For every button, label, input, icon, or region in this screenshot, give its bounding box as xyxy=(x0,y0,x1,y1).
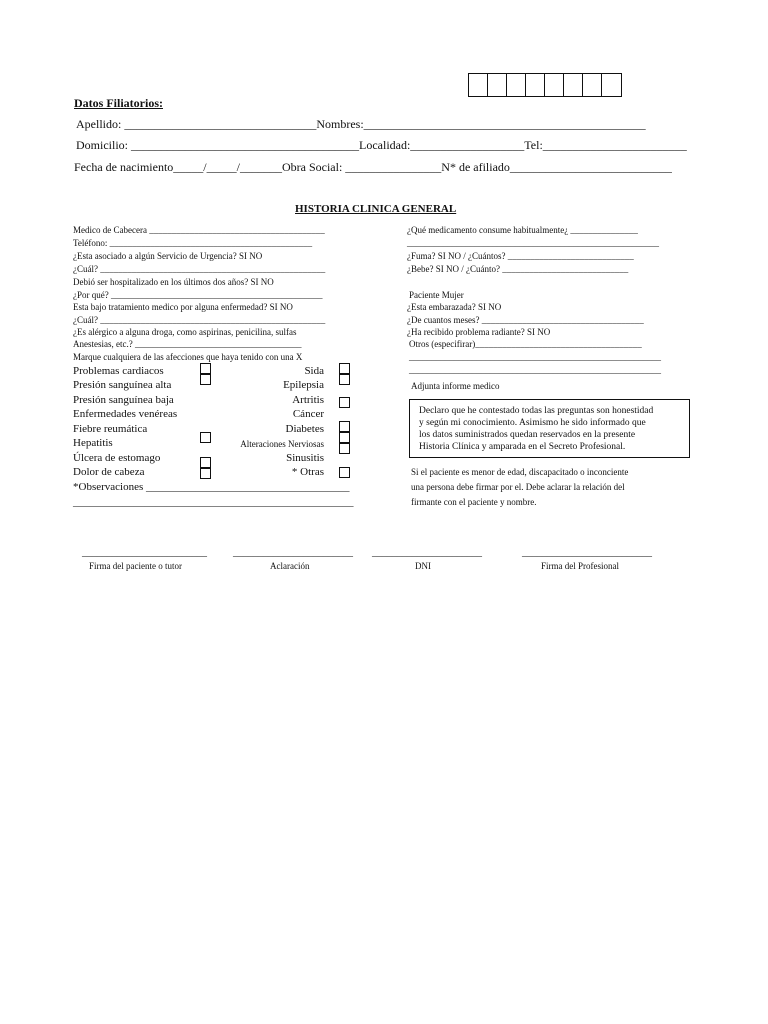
por-que-line[interactable]: ¿Por qué? _______________________________________________ xyxy=(73,290,323,300)
declaration-box xyxy=(409,399,690,458)
cual-urgencia-line[interactable]: ¿Cuál? __________________________________________________ xyxy=(73,264,326,274)
anestesias-line[interactable]: Anestesias, etc.? _____________________________________ xyxy=(73,339,302,349)
cual-tratamiento-line[interactable]: ¿Cuál? __________________________________________________ xyxy=(73,315,326,325)
condition-label: Presión sanguínea alta xyxy=(73,379,172,391)
paciente-mujer-label: Paciente Mujer xyxy=(409,290,464,300)
id-cell[interactable] xyxy=(488,74,507,96)
signature-line-dni[interactable]: ______________________ xyxy=(372,547,482,558)
condition-label: Problemas cardiacos xyxy=(73,365,164,377)
condition-label: Artritis xyxy=(292,394,324,406)
alergico-question: ¿Es alérgico a alguna droga, como aspirinas, penicilina, sulfas xyxy=(73,327,297,337)
signature-line-aclaracion[interactable]: ________________________ xyxy=(233,547,353,558)
declaration-text: Historia Clínica y amparada en el Secreto Profesional. xyxy=(419,442,626,452)
checkbox-diabetes[interactable] xyxy=(339,421,350,432)
bebe-question[interactable]: ¿Bebe? SI NO / ¿Cuánto? ____________________________ xyxy=(407,264,629,274)
signature-label-dni: DNI xyxy=(415,561,431,571)
id-cell[interactable] xyxy=(507,74,526,96)
nacimiento-obra-social-line[interactable]: Fecha de nacimiento_____/_____/_______Obra Social: ________________N* de afiliado___________________________ xyxy=(74,160,672,174)
condition-label: Alteraciones Nerviosas xyxy=(240,439,324,449)
minor-note: una persona debe firmar por el. Debe aclarar la relación del xyxy=(411,482,625,492)
telefono-line[interactable]: Teléfono: _____________________________________________ xyxy=(73,238,313,248)
condition-label: Epilepsia xyxy=(283,379,324,391)
otros-line-3[interactable]: ________________________________________________________ xyxy=(409,365,661,375)
checkbox-ulcera-estomago[interactable] xyxy=(200,457,211,468)
condition-label: Presión sanguínea baja xyxy=(73,394,174,406)
minor-note: firmante con el paciente y nombre. xyxy=(411,497,537,507)
condition-label: Diabetes xyxy=(285,423,324,435)
id-cell[interactable] xyxy=(602,74,621,96)
declaration-text: los datos suministrados quedan reservados en la presente xyxy=(419,430,636,440)
checkbox-otras[interactable] xyxy=(339,467,350,478)
condition-label: Fiebre reumática xyxy=(73,423,148,435)
checkbox-artritis[interactable] xyxy=(339,397,350,408)
apellido-nombres-line[interactable]: Apellido: ________________________________Nombres:_______________________________________________ xyxy=(76,117,646,131)
checkbox-dolor-cabeza[interactable] xyxy=(200,468,211,479)
signature-label-aclaracion: Aclaración xyxy=(270,561,310,571)
checkbox-sinusitis[interactable] xyxy=(339,443,350,454)
meses-line[interactable]: ¿De cuantos meses? ____________________________________ xyxy=(407,315,644,325)
embarazada-question: ¿Esta embarazada? SI NO xyxy=(407,302,502,312)
id-cell[interactable] xyxy=(564,74,583,96)
checkbox-alteraciones-nerviosas[interactable] xyxy=(339,432,350,443)
condition-label: Enfermedades venéreas xyxy=(73,408,178,420)
id-cell[interactable] xyxy=(526,74,545,96)
observaciones-line[interactable]: *Observaciones _____________________________________ xyxy=(73,481,350,493)
checkbox-problemas-cardiacos[interactable] xyxy=(200,363,211,374)
condition-label: Hepatitis xyxy=(73,437,113,449)
checkbox-presion-alta[interactable] xyxy=(200,374,211,385)
signature-label-profesional: Firma del Profesional xyxy=(541,561,619,571)
checkbox-sida[interactable] xyxy=(339,363,350,374)
signature-line-profesional[interactable]: __________________________ xyxy=(522,547,652,558)
signature-line-paciente[interactable]: _________________________ xyxy=(82,547,207,558)
domicilio-localidad-tel-line[interactable]: Domicilio: ______________________________________Localidad:___________________Tel:________________________ xyxy=(76,138,687,152)
tratamiento-question: Esta bajo tratamiento medico por alguna enfermedad? SI NO xyxy=(73,302,293,312)
fuma-question[interactable]: ¿Fuma? SI NO / ¿Cuántos? ____________________________ xyxy=(407,251,634,261)
checkbox-epilepsia[interactable] xyxy=(339,374,350,385)
declaration-text: y según mi conocimiento. Asimismo he sido informado que xyxy=(419,418,646,428)
otros-line[interactable]: Otros (especifirar)_____________________________________ xyxy=(409,339,642,349)
medicamento-line-2[interactable]: ________________________________________________________ xyxy=(407,238,659,248)
servicio-urgencia-question: ¿Esta asociado a algún Servicio de Urgencia? SI NO xyxy=(73,251,263,261)
radiante-question: ¿Ha recibido problema radiante? SI NO xyxy=(407,327,551,337)
condition-label: Sida xyxy=(304,365,324,377)
declaration-text: Declaro que he contestado todas las preguntas son honestidad xyxy=(419,406,654,416)
medicamento-line[interactable]: ¿Qué medicamento consume habitualmente¿ _______________ xyxy=(407,225,638,235)
section-title-datos-filiatorios: Datos Filiatorios: xyxy=(74,96,163,110)
afecciones-instruction: Marque cualquiera de las afecciones que haya tenido con una X xyxy=(73,352,303,362)
otros-line-2[interactable]: ________________________________________________________ xyxy=(409,352,661,362)
condition-label: Sinusitis xyxy=(286,452,324,464)
id-cell[interactable] xyxy=(545,74,564,96)
id-cell[interactable] xyxy=(469,74,488,96)
condition-label: Cáncer xyxy=(292,408,324,420)
hospitalizado-question: Debió ser hospitalizado en los últimos dos años? SI NO xyxy=(73,277,274,287)
adjunta-informe-label: Adjunta informe medico xyxy=(411,381,500,391)
condition-label: * Otras xyxy=(291,466,324,478)
minor-note: Si el paciente es menor de edad, discapacitado o inconciente xyxy=(411,467,629,477)
observaciones-line-2[interactable]: ___________________________________________________ xyxy=(73,496,354,508)
medico-cabecera-line[interactable]: Medico de Cabecera _______________________________________ xyxy=(73,225,325,235)
condition-label: Úlcera de estomago xyxy=(73,452,161,464)
id-cell[interactable] xyxy=(583,74,602,96)
page-title: HISTORIA CLINICA GENERAL xyxy=(295,203,457,215)
condition-label: Dolor de cabeza xyxy=(73,466,145,478)
signature-label-paciente: Firma del paciente o tutor xyxy=(89,561,182,571)
id-number-grid[interactable] xyxy=(468,73,622,97)
checkbox-hepatitis[interactable] xyxy=(200,432,211,443)
